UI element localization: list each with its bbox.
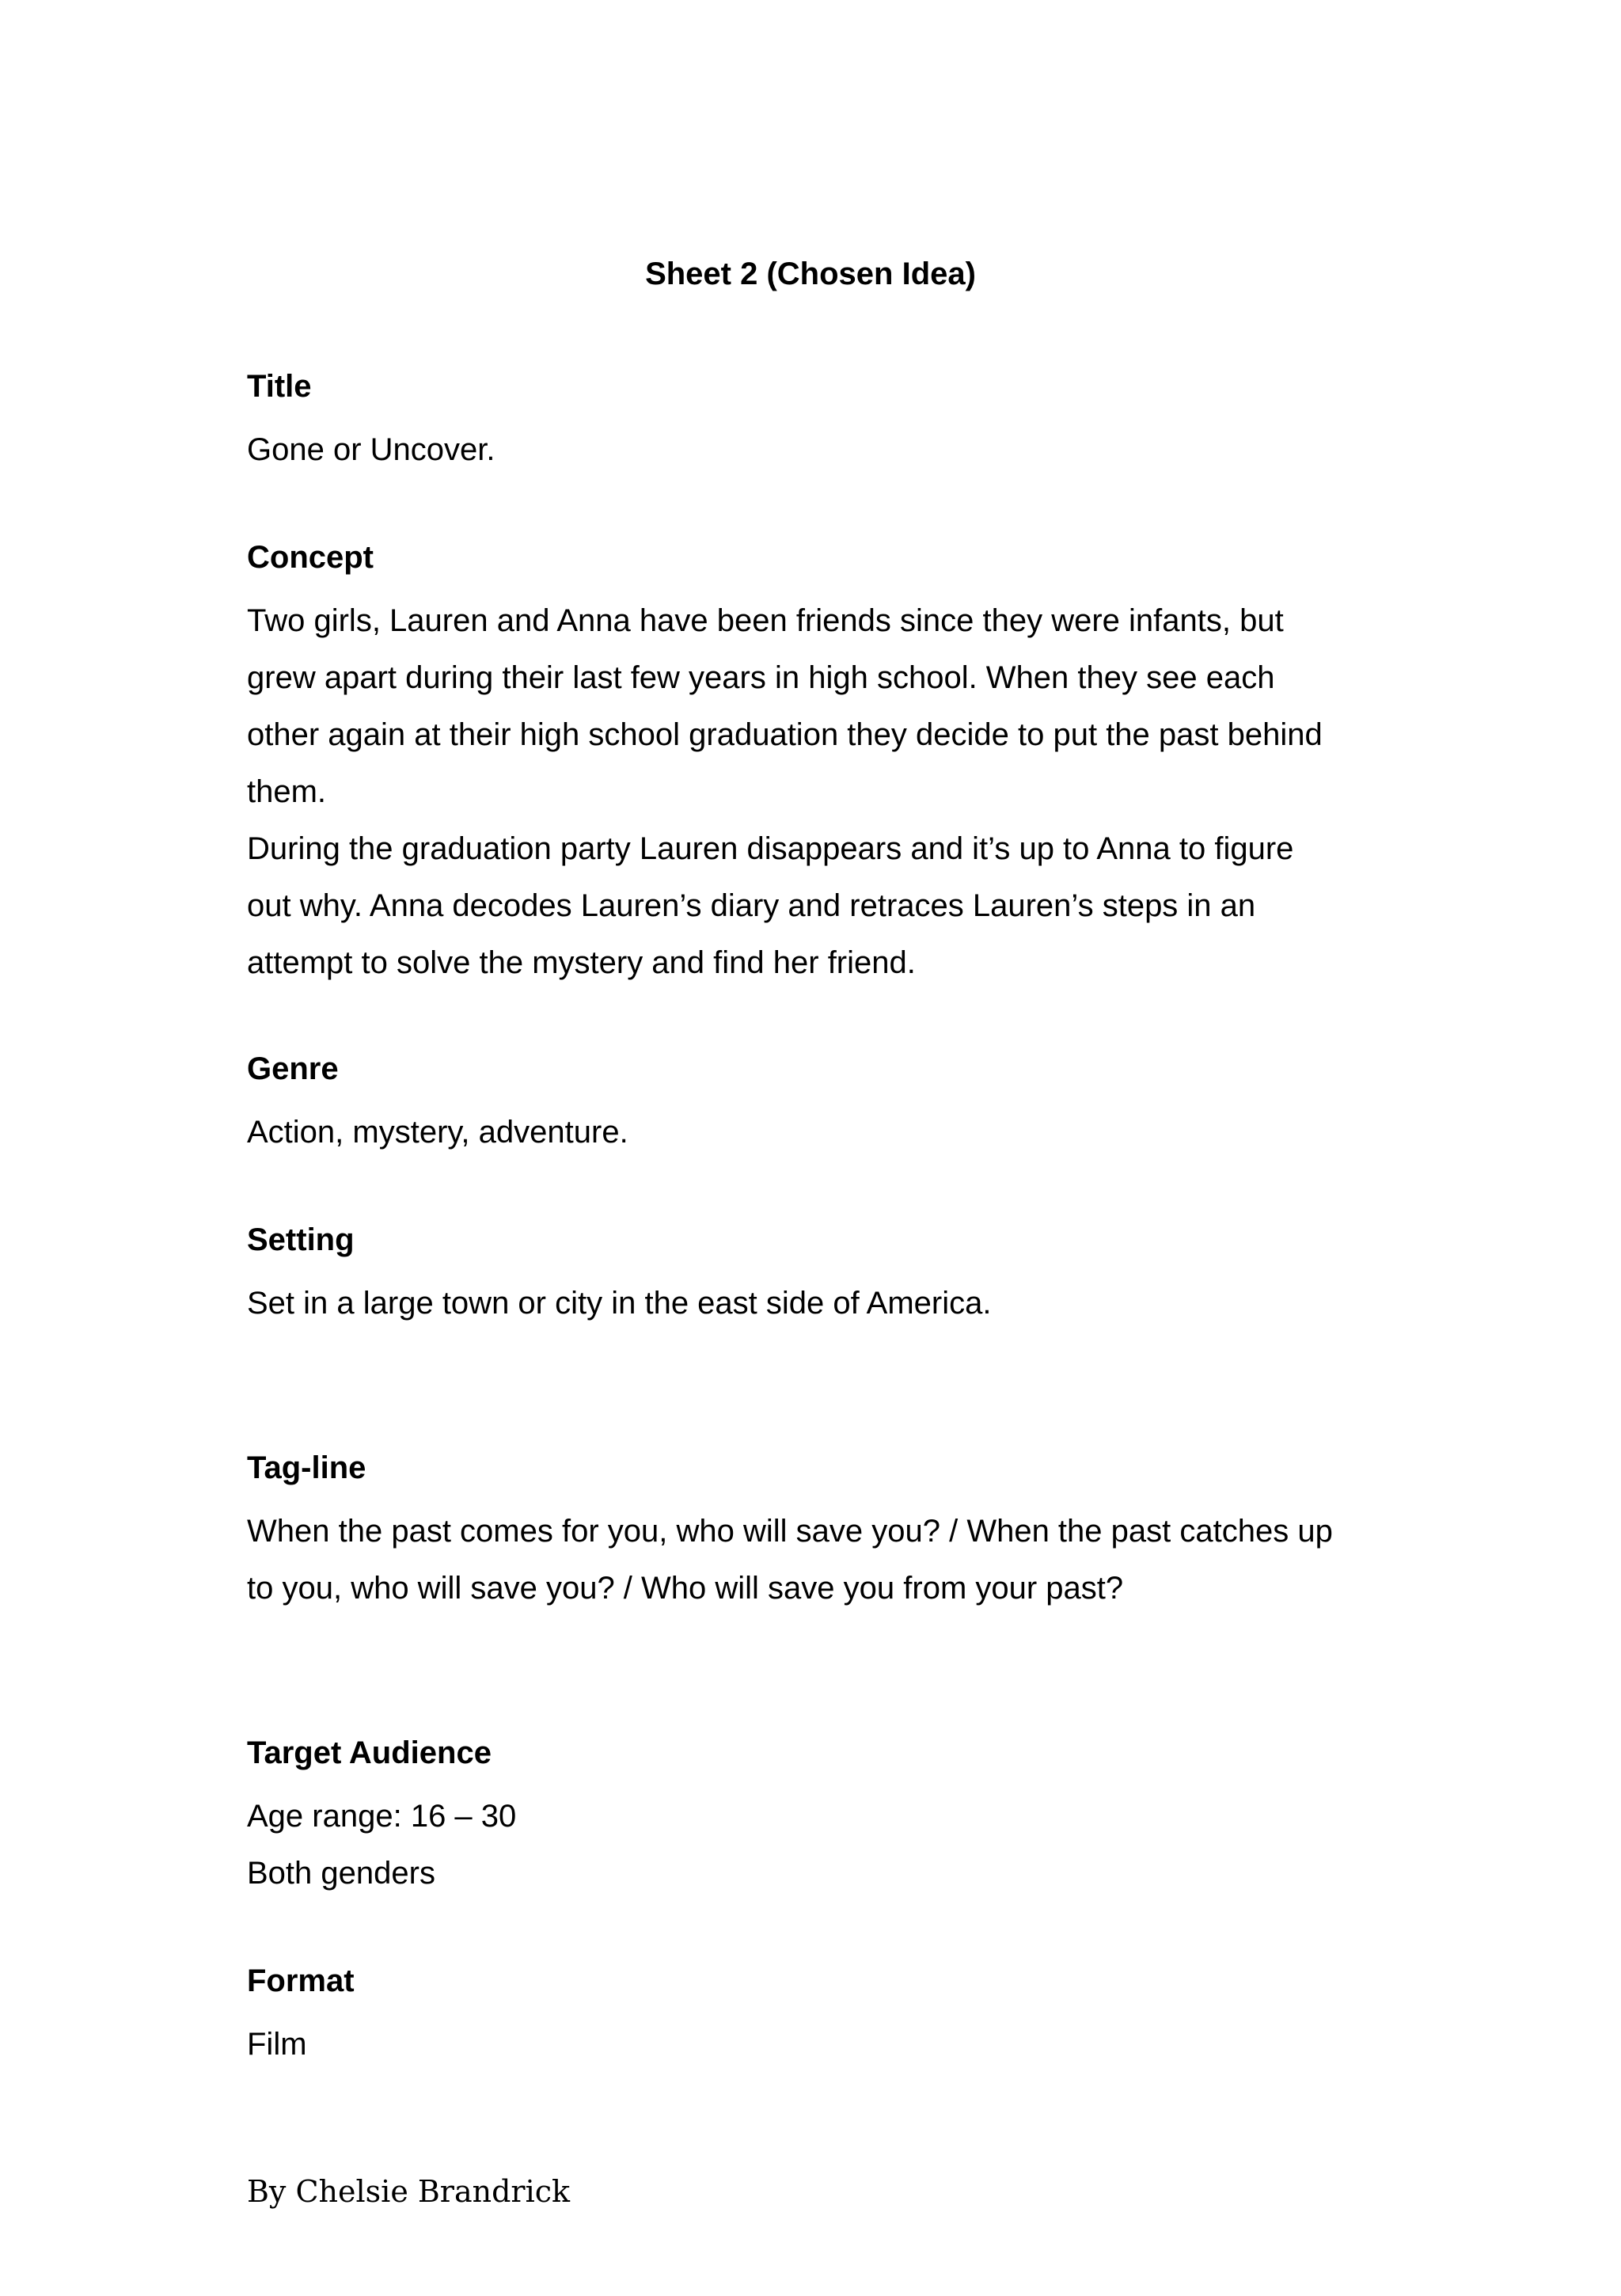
tagline-line: When the past comes for you, who will save you? / When the past catches up [247, 1514, 1333, 1549]
section-heading-title: Title [247, 369, 312, 404]
section-tagline [247, 1446, 1379, 1617]
section-title [247, 364, 1379, 478]
document-title: Sheet 2 (Chosen Idea) [645, 257, 976, 291]
section-heading-setting: Setting [247, 1222, 355, 1257]
concept-line: grew apart during their last few years in high school. When they see each [247, 660, 1275, 695]
section-concept [247, 535, 1379, 991]
concept-line: attempt to solve the mystery and find her friend. [247, 945, 916, 980]
tagline-line: to you, who will save you? / Who will save you from your past? [247, 1571, 1124, 1606]
audience-line: Both genders [247, 1856, 435, 1891]
concept-line: During the graduation party Lauren disappears and it’s up to Anna to figure [247, 831, 1294, 866]
title-text: Gone or Uncover. [247, 432, 495, 467]
section-heading-concept: Concept [247, 540, 374, 575]
concept-line: them. [247, 774, 327, 809]
concept-line: other again at their high school graduation they decide to put the past behind [247, 717, 1323, 752]
section-genre [247, 1047, 1379, 1161]
concept-line: out why. Anna decodes Lauren’s diary and retraces Lauren’s steps in an [247, 888, 1256, 923]
audience-line: Age range: 16 – 30 [247, 1799, 517, 1834]
concept-line: Two girls, Lauren and Anna have been friends since they were infants, but [247, 603, 1284, 638]
author-footer: By Chelsie Brandrick [247, 2174, 571, 2209]
section-heading-genre: Genre [247, 1051, 339, 1086]
section-target-audience [247, 1731, 1379, 1902]
setting-text: Set in a large town or city in the east side of America. [247, 1286, 992, 1321]
format-text: Film [247, 2027, 307, 2062]
genre-text: Action, mystery, adventure. [247, 1115, 628, 1150]
section-heading-tagline: Tag-line [247, 1450, 366, 1485]
section-format [247, 1959, 1379, 2073]
section-heading-format: Format [247, 1963, 355, 1998]
section-setting [247, 1218, 1379, 1332]
section-heading-target-audience: Target Audience [247, 1735, 492, 1770]
